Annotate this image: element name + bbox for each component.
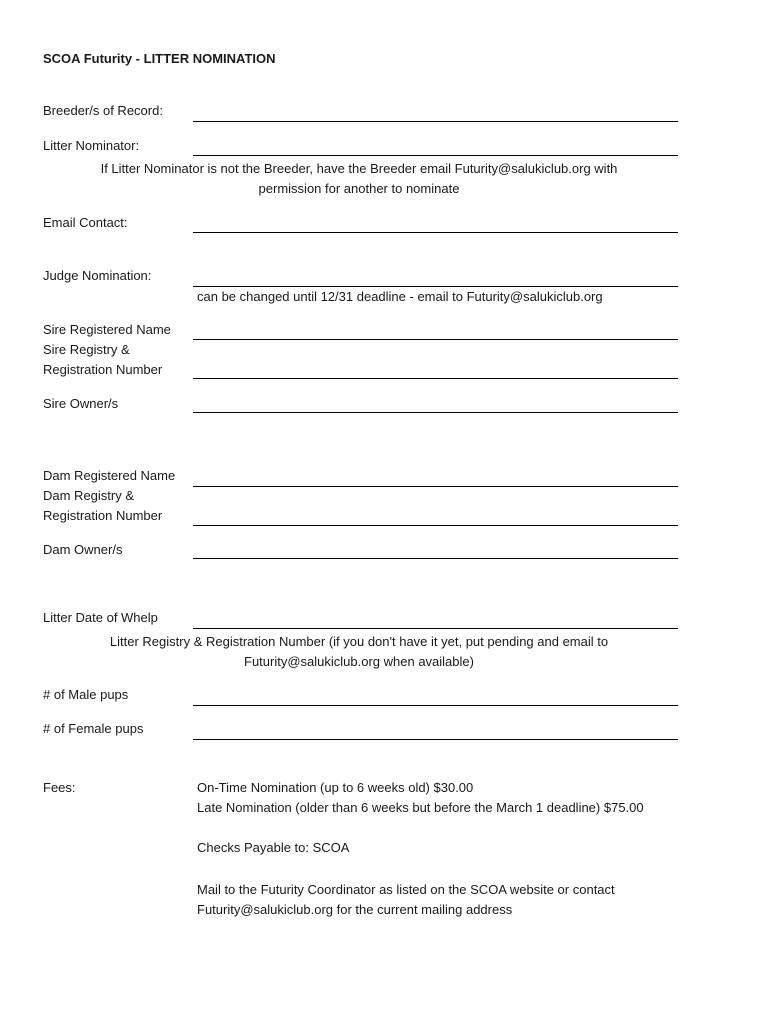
dam-owner-label: Dam Owner/s — [43, 542, 123, 557]
sire-registry-field-line[interactable] — [193, 378, 678, 379]
litter-reg-note-line1: Litter Registry & Registration Number (if you don't have it yet, put pending and email to — [109, 634, 609, 649]
judge-field-line[interactable] — [193, 286, 678, 287]
checks-payable: Checks Payable to: SCOA — [197, 840, 350, 855]
dam-registration-label: Registration Number — [43, 508, 163, 523]
nominator-note-line1: If Litter Nominator is not the Breeder, have the Breeder email Futurity@salukiclub.org with — [100, 161, 618, 176]
litter-nominator-field-line[interactable] — [193, 155, 678, 156]
sire-name-label: Sire Registered Name — [43, 322, 171, 337]
dam-registry-field-line[interactable] — [193, 525, 678, 526]
fee-late: Late Nomination (older than 6 weeks but before the March 1 deadline) $75.00 — [197, 800, 644, 815]
female-pups-field-line[interactable] — [193, 739, 678, 740]
mail-instructions-line1: Mail to the Futurity Coordinator as listed on the SCOA website or contact — [197, 882, 615, 897]
male-pups-field-line[interactable] — [193, 705, 678, 706]
female-pups-label: # of Female pups — [43, 721, 144, 736]
sire-owner-field-line[interactable] — [193, 412, 678, 413]
fees-label: Fees: — [43, 780, 76, 795]
judge-note: can be changed until 12/31 deadline - email to Futurity@salukiclub.org — [197, 289, 603, 304]
sire-registration-label: Registration Number — [43, 362, 163, 377]
breeders-field-line[interactable] — [193, 121, 678, 122]
dam-owner-field-line[interactable] — [193, 558, 678, 559]
mail-instructions-line2: Futurity@salukiclub.org for the current mailing address — [197, 902, 513, 917]
whelp-field-line[interactable] — [193, 628, 678, 629]
litter-nominator-label: Litter Nominator: — [43, 138, 140, 153]
dam-registry-label: Dam Registry & — [43, 488, 135, 503]
sire-registry-label: Sire Registry & — [43, 342, 130, 357]
judge-label: Judge Nomination: — [43, 268, 152, 283]
whelp-label: Litter Date of Whelp — [43, 610, 158, 625]
dam-name-label: Dam Registered Name — [43, 468, 176, 483]
male-pups-label: # of Male pups — [43, 687, 129, 702]
fee-ontime: On-Time Nomination (up to 6 weeks old) $30.00 — [197, 780, 474, 795]
sire-name-field-line[interactable] — [193, 339, 678, 340]
litter-reg-note-line2: Futurity@salukiclub.org when available) — [244, 654, 474, 669]
breeders-label: Breeder/s of Record: — [43, 103, 163, 118]
email-field-line[interactable] — [193, 232, 678, 233]
form-title: SCOA Futurity - LITTER NOMINATION — [43, 51, 276, 66]
dam-name-field-line[interactable] — [193, 486, 678, 487]
nominator-note-line2: permission for another to nominate — [258, 181, 460, 196]
sire-owner-label: Sire Owner/s — [43, 396, 119, 411]
email-label: Email Contact: — [43, 215, 128, 230]
